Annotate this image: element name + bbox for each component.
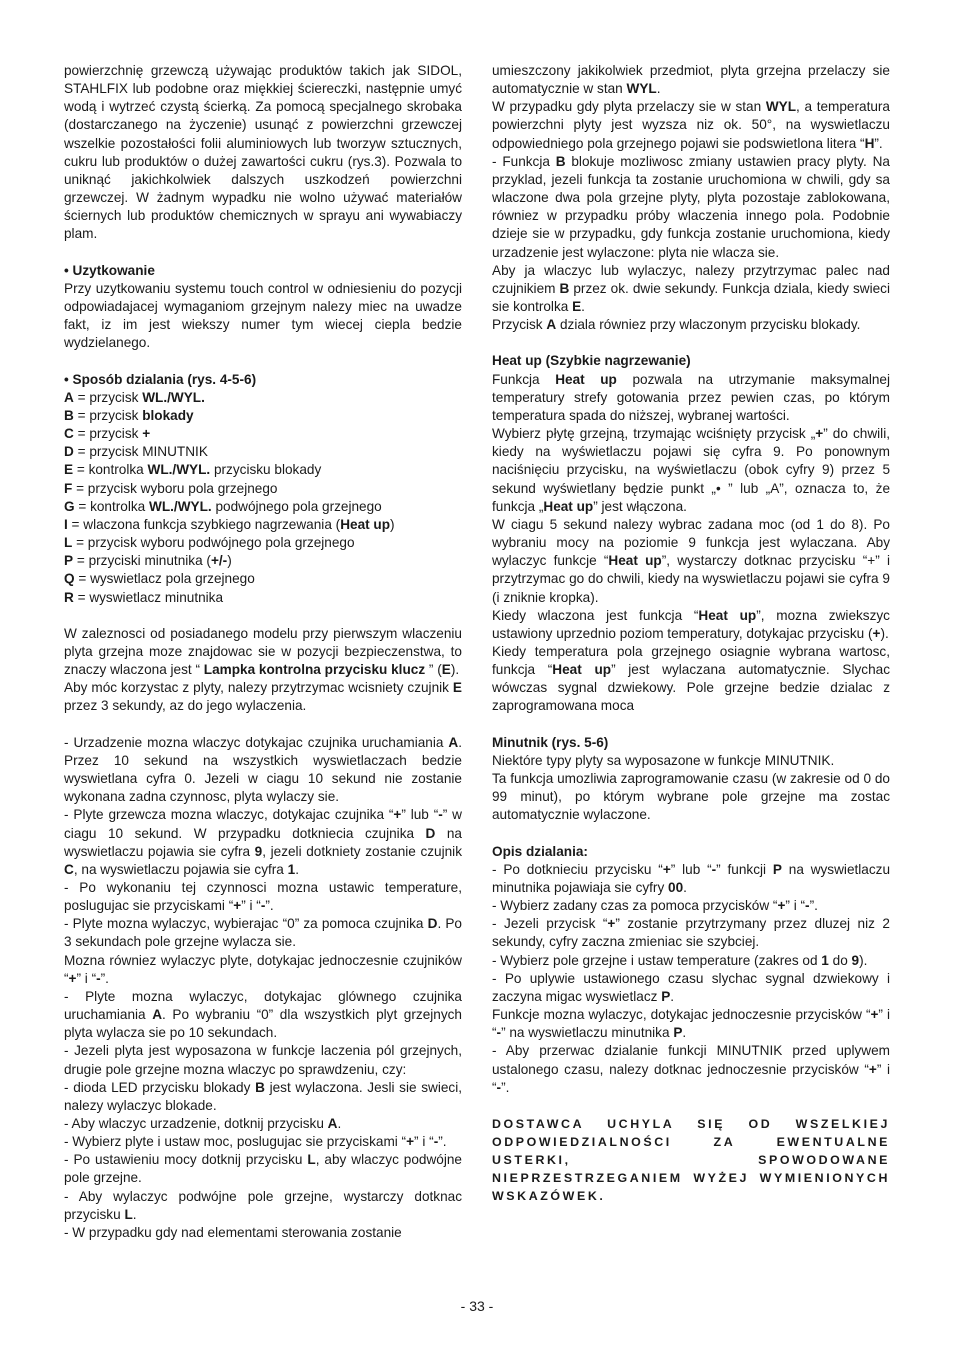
opis-section bbox=[492, 861, 890, 1097]
legend-key: P bbox=[64, 553, 74, 569]
text-run: - dioda LED przycisku blokady bbox=[64, 1079, 256, 1095]
cont4-end: . bbox=[581, 299, 585, 315]
legend-desc: = wyswietlacz pola grzejnego bbox=[74, 571, 255, 587]
text-run: ” jest wylaczana automatycznie. Slychac wówczas sygnal dzwiekowy. Pole grzejne bedzie dzialac z zaprogramowana moca bbox=[492, 662, 890, 714]
page-number: - 33 - bbox=[460, 1298, 494, 1314]
legend-item bbox=[64, 389, 462, 407]
timer-paragraph bbox=[492, 752, 890, 770]
ops-paragraph bbox=[64, 806, 462, 879]
bold-term: Heat up bbox=[608, 553, 662, 569]
text-run: - Wybierz zadany czas za pomoca przycisków “ bbox=[492, 898, 778, 914]
ops-paragraph bbox=[64, 952, 462, 988]
usage-heading: • Uzytkowanie bbox=[64, 262, 155, 278]
opis-paragraph bbox=[492, 1042, 890, 1096]
legend-item bbox=[64, 480, 462, 498]
cont2-mid: , a temperatura powierzchni plyty jest wyzsza niz ok. 50°, na wyswietlaczu odpowiedniego pola grzejnego pojawi sie podswietlona litera “ bbox=[492, 99, 890, 151]
bold-term: + bbox=[393, 807, 402, 823]
safety-tail: ” ( bbox=[425, 662, 442, 678]
bold-term: L bbox=[307, 1152, 316, 1168]
legend-tail: podwójnego pola grzejnego bbox=[211, 498, 382, 514]
text-run: Niektóre typy plyty sa wyposazone w funkcje MINUTNIK. bbox=[492, 752, 835, 768]
cont5-bold: A bbox=[546, 317, 557, 333]
text-run: . bbox=[670, 988, 675, 1004]
text-run: ”, wystarczy dotknac przycisku “+” i przytrzymac go do chwili, kiedy na wyswietlaczu pojawi sie cyfra 9 (i zniknie kropka). bbox=[492, 553, 890, 605]
text-run: Funkcje mozna wylaczyc, dotykajac jednoczesnie przycisków “ bbox=[492, 1007, 871, 1023]
text-run: . bbox=[682, 1025, 687, 1041]
cont1-bold: WYL bbox=[626, 81, 657, 97]
bold-term: 9 bbox=[851, 952, 860, 968]
ops-paragraph bbox=[64, 1133, 462, 1151]
cont5-text: Przycisk bbox=[492, 317, 547, 333]
legend-desc: = przycisk bbox=[73, 407, 143, 423]
text-run: . bbox=[295, 861, 299, 877]
legend-item bbox=[64, 425, 462, 443]
disclaimer-text: DOSTAWCA UCHYLA SIĘ OD WSZELKIEJ ODPOWIEDZIALNOŚCI ZA EWENTUALNE USTERKI, SPOWODOWANE NIEPRZESTRZEGANIEM WYŻEJ WYMIENIONYCH WSKAZÓWEK. bbox=[492, 1117, 890, 1203]
text-run: ). bbox=[859, 952, 868, 968]
text-run: na wyswietlaczu minutnika pojawiaja sie cyfry bbox=[492, 861, 891, 895]
heat-paragraph bbox=[492, 643, 890, 716]
bold-term: + bbox=[868, 1061, 877, 1077]
bold-term: + bbox=[68, 970, 77, 986]
opis-paragraph bbox=[492, 970, 890, 1006]
text-run: Ta funkcja umozliwia zaprogramowanie czasu (w zakresie od 0 do 99 minut), po którym wybrane pole grzejne ma zostac automatycznie wylaczone. bbox=[492, 771, 890, 823]
legend-desc: = wyswietlacz minutnika bbox=[73, 589, 224, 605]
safety-end: ). bbox=[450, 662, 460, 678]
text-run: ” i “ bbox=[785, 898, 806, 914]
text-run: , jezeli dotkniety zostanie czujnik bbox=[262, 843, 462, 859]
text-run: - Jezeli przycisk “ bbox=[492, 916, 608, 932]
bold-term: - bbox=[496, 1079, 502, 1095]
bold-term: L bbox=[124, 1206, 133, 1222]
legend-desc: = wlaczona funkcja szybkiego nagrzewania ( bbox=[67, 516, 341, 532]
legend-key: E bbox=[64, 462, 74, 478]
text-run: Mozna równiez wylaczyc plyte, dotykajac jednoczesnie czujników “ bbox=[64, 952, 462, 986]
text-run: ”. bbox=[265, 898, 274, 914]
continuation-paragraph-4 bbox=[492, 262, 890, 316]
cont5-tail: dziala równiez przy wlaczonym przycisku blokady. bbox=[556, 317, 861, 333]
legend-bold: WL./WYL. bbox=[149, 498, 212, 514]
text-run: . bbox=[337, 1116, 342, 1131]
text-run: , na wyswietlaczu pojawia sie cyfra bbox=[73, 861, 288, 877]
text-run: - Plyte mozna wylaczyc, dotykajac glównego czujnika uruchamiania bbox=[64, 988, 462, 1023]
ops-paragraph bbox=[64, 1115, 462, 1133]
right-column bbox=[492, 62, 890, 1205]
text-run: - Plyte grzewcza mozna wlaczyc, dotykajac czujnika “ bbox=[64, 807, 394, 823]
heat-paragraph bbox=[492, 516, 890, 607]
legend-bold: WL./WYL. bbox=[147, 462, 211, 478]
text-run: ” zostanie przytrzymany przez dluzej niz 2 sekundy, cyfry zaczna zmieniac sie szybciej. bbox=[492, 916, 890, 950]
ops-paragraph bbox=[64, 915, 462, 951]
safety-e: E bbox=[441, 662, 451, 678]
bold-term: - bbox=[438, 807, 443, 823]
text-run: . Przez 10 sekund na wszystkich wyswietlaczach bedzie wyswietlana cyfra 0. Jezeli w ciagu 10 sekund nie zostanie wykonana zadna czynnosc, plyta wylaczy sie. bbox=[64, 734, 462, 805]
bold-term: P bbox=[772, 861, 782, 877]
bold-term: - bbox=[260, 898, 266, 914]
safety-bold: Lampka kontrolna przycisku klucz bbox=[203, 662, 426, 678]
cont2-letter: H bbox=[864, 135, 875, 151]
text-run: - Wybierz pole grzejne i ustaw temperature (zakres od bbox=[492, 952, 822, 968]
text-run: - Po wykonaniu tej czynnosci mozna ustawic temperature, poslugujac sie przyciskami “ bbox=[64, 879, 462, 914]
bold-term: - bbox=[496, 1025, 502, 1041]
text-run: jest wylaczona. Jesli sie swieci, nalezy wylaczyc blokade. bbox=[64, 1079, 462, 1113]
bold-term: + bbox=[815, 426, 824, 442]
text-run: ” i “ bbox=[492, 1007, 890, 1041]
operations-list bbox=[64, 734, 462, 1242]
text-run: Kiedy temperatura pola grzejnego osiagnie wybrana wartosc, funkcja “ bbox=[492, 643, 890, 678]
legend-desc: = kontrolka bbox=[74, 498, 150, 514]
text-run: W ciagu 5 sekund nalezy wybrac zadana moc (od 1 do 8). Po wybraniu mocy na poziomie 9 funkcja jest wylaczana. Aby wylaczyc funkcje “ bbox=[492, 516, 890, 569]
legend-desc: = przycisk wyboru podwójnego pola grzejnego bbox=[72, 535, 355, 551]
ops-paragraph bbox=[64, 988, 462, 1042]
legend-item bbox=[64, 443, 462, 461]
bold-term: + bbox=[406, 1134, 415, 1150]
text-run: - Aby przerwac dzialanie funkcji MINUTNIK przed uplywem ustalonego czasu, nalezy dotknac jednoczesnie przycisków “ bbox=[492, 1043, 890, 1077]
cont4-bold: B bbox=[559, 280, 570, 296]
bold-term: - bbox=[711, 861, 717, 877]
bold-term: C bbox=[64, 861, 74, 877]
text-run: . bbox=[132, 1206, 137, 1222]
legend-bold: Heat up bbox=[340, 516, 391, 532]
continuation-paragraph-2 bbox=[492, 98, 890, 152]
text-run: , aby wlaczyc podwójne pole grzejne. bbox=[64, 1152, 462, 1186]
bold-term: 1 bbox=[287, 861, 296, 877]
cont4-mid: przez ok. dwie sekundy. Funkcja dziala, kiedy swieci sie kontrolka bbox=[492, 280, 890, 315]
bold-term: 1 bbox=[821, 952, 829, 968]
text-run: . bbox=[683, 879, 687, 895]
legend-bold: +/- bbox=[210, 553, 228, 569]
cont2-end: ”. bbox=[874, 135, 883, 151]
legend-key: Q bbox=[64, 571, 75, 587]
text-run: - Plyte mozna wylaczyc, wybierajac “0” za pomoca czujnika bbox=[64, 916, 428, 932]
bold-term: D bbox=[427, 916, 438, 932]
bold-term: + bbox=[872, 625, 881, 641]
bold-term: P bbox=[661, 988, 671, 1004]
legend-tail: przycisku blokady bbox=[210, 462, 322, 478]
bold-term: + bbox=[233, 898, 242, 914]
text-run: ”. bbox=[438, 1134, 447, 1150]
bold-term: + bbox=[777, 898, 786, 914]
safety2-bold: E bbox=[452, 680, 462, 696]
intro-paragraph: powierzchnię grzewczą używając produktów takich jak SIDOL, STAHLFIX lub podobne oraz miękkiej ściereczki, następnie umyć wodą i wytrzeć czystą ścierką. Za pomocą specjalnego skrobaka (dostarczanego na życzenie) usunąć z powierzchni grzewczej wszelkie pozostałości folii aluminiowych lub tworzyw sztucznych, cukru lub produktów o dużej zawartości cukru (rys.3). Pozwala to uniknąć jakichkolwiek dalszych uszkodzeń powierzchni grzewczej. W żadnym wypadku nie wolno używać materiałów ściernych lub produktów chemicznych w sprayu ani wywabiaczy plam. bbox=[64, 63, 462, 242]
safety2-tail: przez 3 sekundy, az do jego wylaczenia. bbox=[64, 698, 307, 714]
legend-tail: ) bbox=[227, 553, 232, 569]
text-run: Wybierz płytę grzejną, trzymając wciśnięty przycisk „ bbox=[492, 426, 816, 442]
text-run: ”, mozna zwiekszyc ustawiony uprzednio poziom temperatury, dotykajac przycisku ( bbox=[492, 607, 890, 641]
ops-paragraph bbox=[64, 879, 462, 915]
timer-heading: Minutnik (rys. 5-6) bbox=[492, 734, 609, 750]
bold-term: - bbox=[433, 1134, 439, 1150]
text-run: Kiedy wlaczona jest funkcja “ bbox=[492, 607, 699, 623]
cont3-bold: B bbox=[555, 153, 566, 169]
cont2-bold: WYL bbox=[765, 99, 797, 115]
text-run: - Urzadzenie mozna wlaczyc dotykajac czujnika uruchamiania bbox=[64, 734, 449, 750]
ops-paragraph bbox=[64, 1042, 462, 1078]
legend-item bbox=[64, 570, 462, 588]
text-run: ” do chwili, kiedy na wyświetlaczu pojawi się cyfra 9. Po ponownym naciśnięciu przycisku, na wyświetlaczu (obok cyfry 9) przez 5 sekund wyświetlany będzie punkt „• ” lub „A”, oznacza to, że funkcja „ bbox=[492, 426, 890, 514]
heat-paragraph bbox=[492, 425, 890, 516]
bold-term: - bbox=[96, 970, 101, 986]
safety-text: W zaleznosci od posiadanego modelu przy pierwszym wlaczeniu plyta grzejna moze znajdowac sie w pozycji bezpieczenstwa, to znaczy wlaczona jest “ bbox=[64, 625, 462, 678]
bold-term: + bbox=[870, 1007, 879, 1023]
legend-desc: = przycisk bbox=[73, 426, 143, 442]
legend-bold: + bbox=[142, 426, 151, 442]
legend-desc: = kontrolka bbox=[73, 462, 148, 478]
text-run: na wyswietlaczu pojawia sie cyfra bbox=[64, 825, 462, 859]
legend-bold: WL./WYL. bbox=[142, 389, 205, 405]
legend-key: A bbox=[64, 389, 74, 405]
text-run: ” i “ bbox=[76, 970, 97, 986]
text-run: ” jest włączona. bbox=[593, 498, 687, 514]
bold-term: Heat up bbox=[555, 371, 617, 387]
text-run: ” na wyswietlaczu minutnika bbox=[501, 1025, 674, 1041]
text-run: - Po ustawieniu mocy dotknij przycisku bbox=[64, 1152, 308, 1168]
legend-item bbox=[64, 516, 462, 534]
legend-desc: = przycisk wyboru pola grzejnego bbox=[72, 480, 278, 496]
safety-paragraph bbox=[64, 625, 462, 679]
bold-term: - bbox=[805, 898, 810, 914]
text-run: ). bbox=[880, 625, 889, 641]
text-run: ” funkcji bbox=[716, 861, 773, 877]
legend-key: D bbox=[64, 444, 74, 460]
legend-key: L bbox=[64, 535, 73, 551]
legend-desc: = przyciski minutnika ( bbox=[73, 553, 211, 569]
text-run: - W przypadku gdy nad elementami sterowania zostanie bbox=[64, 1224, 402, 1240]
text-run: pozwala na utrzymanie maksymalnej temperatury strefy gotowania przez pewien czas, po którym temperatura spada do niższej, wybranej wartości. bbox=[492, 371, 891, 423]
text-run: - Po dotknieciu przycisku “ bbox=[492, 861, 663, 877]
bold-term: Heat up bbox=[543, 498, 594, 514]
cont1-end: . bbox=[656, 81, 661, 97]
text-run: ” w ciagu 10 sekund. W przypadku dotkniecia czujnika bbox=[64, 807, 462, 841]
bold-term: A bbox=[327, 1116, 338, 1131]
legend-list bbox=[64, 389, 462, 607]
text-run: - Aby wylaczyc podwójne pole grzejne, wystarczy dotknac przycisku bbox=[64, 1188, 462, 1222]
text-run: - Wybierz plyte i ustaw moc, poslugujac sie przyciskami “ bbox=[64, 1134, 407, 1150]
text-run: ” i “ bbox=[241, 898, 261, 914]
legend-key: I bbox=[64, 516, 68, 532]
ops-paragraph bbox=[64, 1151, 462, 1187]
cont4-text: Aby ja wlaczyc lub wylaczyc, nalezy przytrzymac palec nad czujnikiem bbox=[492, 262, 890, 296]
legend-desc: = przycisk MINUTNIK bbox=[73, 444, 208, 460]
text-run: ” i “ bbox=[414, 1134, 434, 1150]
text-run: . Po wybraniu “0” dla wszystkich plyt grzejnych plyta wylacza sie po 10 sekundach. bbox=[64, 1007, 462, 1041]
legend-item bbox=[64, 498, 462, 516]
legend-item bbox=[64, 407, 462, 425]
cont4-bold-e: E bbox=[572, 299, 582, 315]
legend-key: R bbox=[64, 589, 74, 605]
text-run: - Aby wlaczyc urzadzenie, dotknij przycisku bbox=[64, 1116, 328, 1131]
bold-term: Heat up bbox=[552, 662, 612, 678]
bold-term: P bbox=[673, 1025, 683, 1041]
text-run: ” i “ bbox=[492, 1061, 891, 1095]
legend-item bbox=[64, 589, 462, 607]
timer-section bbox=[492, 752, 890, 825]
timer-paragraph bbox=[492, 770, 890, 824]
opis-paragraph bbox=[492, 915, 890, 951]
cont3-tail: blokuje mozliwosc zmiany ustawien pracy plyty. Na przyklad, jezeli funkcja ta zostanie uruchomiona w chwili, gdy sa wlaczone dwa pola grzejne plyty, plyta pozostaje zablokowana, równiez w przypadku próby wlaczenia innego pola. Podobnie dzieje sie w przypadku, gdy funkcja zostanie uruchomiona, kiedy urzadzenie jest wylaczone: plyta nie wlacza sie. bbox=[492, 153, 890, 260]
ops-paragraph bbox=[64, 1079, 462, 1115]
bold-term: A bbox=[448, 734, 459, 750]
bold-term: 00 bbox=[668, 879, 684, 895]
text-run: - Jezeli plyta jest wyposazona w funkcje laczenia pól grzejnych, drugie pole grzejne mozna wlaczyc po sprawdzeniu, czy: bbox=[64, 1043, 462, 1077]
text-run: Funkcja bbox=[492, 371, 556, 387]
legend-item bbox=[64, 534, 462, 552]
continuation-paragraph-5 bbox=[492, 316, 890, 334]
text-run: ”. bbox=[501, 1079, 510, 1095]
bold-term: + bbox=[607, 916, 616, 932]
bold-term: B bbox=[255, 1079, 265, 1095]
cont3-text: - Funkcja bbox=[492, 153, 556, 169]
heat-up-section bbox=[492, 371, 890, 716]
legend-bold: blokady bbox=[142, 407, 194, 423]
opis-paragraph bbox=[492, 952, 890, 970]
legend-key: F bbox=[64, 480, 73, 496]
safety2-text: Aby móc korzystac z plyty, nalezy przytrzymac wcisniety czujnik bbox=[64, 680, 453, 696]
legend-tail: ) bbox=[390, 516, 395, 532]
text-run: . Po 3 sekundach pole grzejne wylacza sie. bbox=[64, 916, 462, 950]
opis-paragraph bbox=[492, 861, 890, 897]
text-run: ” lub “ bbox=[670, 861, 712, 877]
continuation-paragraph-3 bbox=[492, 153, 890, 262]
legend-key: G bbox=[64, 498, 75, 514]
method-heading: • Sposób dzialania (rys. 4-5-6) bbox=[64, 371, 257, 387]
text-run: - Po uplywie ustawionego czasu slychac sygnal dzwiekowy i zaczyna migac wyswietlacz bbox=[492, 970, 890, 1004]
bold-term: A bbox=[152, 1007, 163, 1023]
safety-paragraph-2 bbox=[64, 679, 462, 715]
opis-heading: Opis dzialania: bbox=[492, 843, 588, 859]
bold-term: 9 bbox=[254, 843, 263, 859]
legend-desc: = przycisk bbox=[73, 389, 143, 405]
legend-item bbox=[64, 461, 462, 479]
left-column bbox=[64, 62, 462, 1242]
opis-paragraph bbox=[492, 897, 890, 915]
continuation-paragraph-1 bbox=[492, 62, 890, 98]
cont1-text: umieszczony jakikolwiek przedmiot, plyta grzejna przelaczy sie automatycznie w stan bbox=[492, 63, 890, 97]
text-run: ”. bbox=[809, 898, 818, 914]
ops-paragraph bbox=[64, 1224, 462, 1242]
legend-key: B bbox=[64, 407, 74, 423]
legend-item bbox=[64, 552, 462, 570]
heat-paragraph bbox=[492, 607, 890, 643]
bold-term: Heat up bbox=[698, 607, 757, 623]
text-run: ” lub “ bbox=[401, 807, 439, 823]
cont2-text: W przypadku gdy plyta przelaczy sie w stan bbox=[492, 99, 766, 115]
text-run: ”. bbox=[100, 970, 109, 986]
legend-key: C bbox=[64, 426, 74, 442]
text-run: do bbox=[828, 952, 852, 968]
opis-paragraph bbox=[492, 1006, 890, 1042]
usage-paragraph: Przy uzytkowaniu systemu touch control w odniesieniu do pozycji odpowiadajacej wymaganiom grzejnym nalezy miec na uwadze fakt, iz im jest wiekszy numer tym wiecej ciepla bedzie wydzielanego. bbox=[64, 280, 462, 351]
bold-term: D bbox=[425, 825, 436, 841]
ops-paragraph bbox=[64, 1188, 462, 1224]
bold-term: + bbox=[662, 861, 671, 877]
heat-up-heading: Heat up (Szybkie nagrzewanie) bbox=[492, 353, 691, 369]
ops-paragraph bbox=[64, 734, 462, 807]
heat-paragraph bbox=[492, 371, 890, 425]
